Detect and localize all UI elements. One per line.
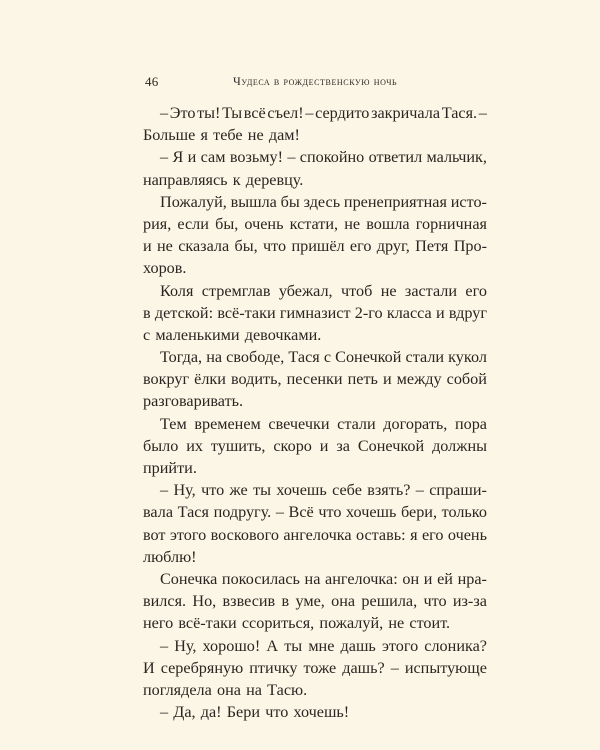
text-line: Коля стремглав убежал, чтоб не застали его bbox=[160, 281, 487, 300]
text-line: И серебряную птичку тоже дашь? – испытующе bbox=[143, 658, 487, 677]
text-line: хоров. bbox=[143, 259, 187, 278]
book-title: Чудеса в рождественскую ночь bbox=[233, 74, 398, 88]
text-line: – Да, да! Бери что хочешь! bbox=[160, 703, 350, 722]
text-line: направляясь к деревцу. bbox=[143, 170, 304, 189]
text-line: вился. Но, взвесив в уме, она решила, что из-за bbox=[143, 592, 487, 611]
text-line: него всё-таки ссориться, пожалуй, не стоит. bbox=[143, 614, 451, 633]
running-head bbox=[145, 74, 485, 94]
text-line: с маленькими девочками. bbox=[143, 325, 322, 344]
text-line: поглядела она на Тасю. bbox=[143, 680, 308, 699]
text-line: было их тушить, скоро и за Сонечкой должны bbox=[143, 436, 487, 455]
text-line: прийти. bbox=[143, 459, 197, 477]
text-line: и не сказала бы, что пришёл его друг, Петя Про- bbox=[143, 237, 487, 256]
page-number: 46 bbox=[145, 74, 159, 89]
text-line: Тем временем свечечки стали догорать, пора bbox=[160, 414, 487, 433]
text-line: Сонечка покосилась на ангелочка: он и ей нра- bbox=[160, 569, 487, 588]
text-line: вокруг ёлки водить, песенки петь и между собой bbox=[143, 370, 487, 389]
text-line: Пожалуй, вышла бы здесь пренеприятная исто- bbox=[160, 192, 487, 211]
text-line: – Ну, хорошо! А ты мне дашь этого слоника? bbox=[160, 636, 487, 655]
text-line: Больше я тебе не дам! bbox=[143, 126, 300, 145]
body-text bbox=[143, 102, 487, 723]
text-line: рия, если бы, очень кстати, не вошла горничная bbox=[143, 214, 487, 233]
text-line: разговаривать. bbox=[143, 392, 244, 411]
text-line: в детской: всё-таки гимназист 2-го класса и вдруг bbox=[143, 303, 487, 322]
text-line: – Это ты! Ты всё съел! – сердито закричала Тася. – bbox=[160, 104, 487, 122]
text-line: вот этого воскового ангелочка оставь: я его очень bbox=[143, 525, 487, 544]
text-line: люблю! bbox=[143, 547, 197, 566]
text-line: – Я и сам возьму! – спокойно ответил мальчик, bbox=[160, 148, 487, 167]
text-line: вала Тася подругу. – Всё что хочешь бери, только bbox=[143, 503, 487, 522]
text-line: Тогда, на свободе, Тася с Сонечкой стали кукол bbox=[160, 348, 487, 367]
text-line: – Ну, что же ты хочешь себе взять? – спраши- bbox=[160, 481, 487, 500]
